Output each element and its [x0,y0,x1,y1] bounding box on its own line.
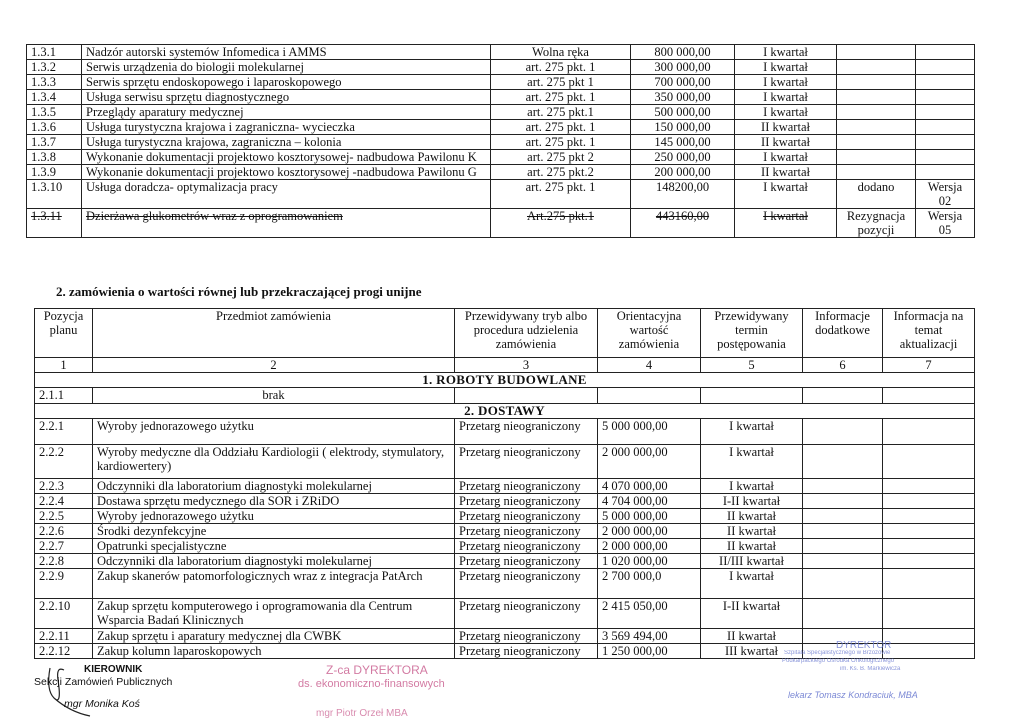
procedure-cell: art. 275 pkt 2 [491,150,631,165]
procedure-cell [455,388,598,404]
position-number: 1.3.11 [27,209,82,238]
subject-cell: Zakup kolumn laparoskopowych [93,644,455,659]
group-title-supplies: 2. DOSTAWY [35,404,975,419]
subject-cell: Odczynniki dla laboratorium diagnostyki molekularnej [93,554,455,569]
update-cell [883,539,975,554]
position-number: 1.3.10 [27,180,82,209]
subject-cell: Usługa turystyczna krajowa i zagraniczna- wycieczka [82,120,491,135]
procedure-cell: art. 275 pkt 1 [491,75,631,90]
procedure-cell: Przetarg nieograniczony [455,494,598,509]
term-cell: II kwartał [701,509,803,524]
header-term: Przewidywany termin postępowania [701,309,803,358]
subject-cell: Serwis urządzenia do biologii molekularnej [82,60,491,75]
info-cell [803,445,883,479]
value-cell: 443160,00 [631,209,735,238]
subject-cell: brak [93,388,455,404]
table-row [35,388,975,404]
procedure-cell: Przetarg nieograniczony [455,539,598,554]
subject-cell: Wykonanie dokumentacji projektowo kosztorysowej -nadbudowa Pawilonu G [82,165,491,180]
value-cell: 5 000 000,00 [598,509,701,524]
procedure-cell: Przetarg nieograniczony [455,644,598,659]
value-cell: 500 000,00 [631,105,735,120]
table-row [35,419,975,445]
info-cell: Rezygnacja pozycji [837,209,916,238]
term-cell: II kwartał [701,524,803,539]
table-row-withdrawn [27,209,975,238]
position-number: 2.2.1 [35,419,93,445]
subject-cell: Zakup sprzętu komputerowego i oprogramowania dla Centrum Wsparcia Badań Klinicznych [93,599,455,629]
procedure-cell: art. 275 pkt. 1 [491,120,631,135]
header-procedure: Przewidywany tryb albo procedura udzielenia zamówienia [455,309,598,358]
value-cell: 5 000 000,00 [598,419,701,445]
term-cell: I-II kwartał [701,599,803,629]
subject-cell: Usługa serwisu sprzętu diagnostycznego [82,90,491,105]
term-cell: II kwartał [701,629,803,644]
column-number: 2 [93,358,455,373]
value-cell: 1 020 000,00 [598,554,701,569]
subject-cell: Wyroby medyczne dla Oddziału Kardiologii ( elektrody, stymulatory, kardiowertery) [93,445,455,479]
update-cell [916,165,975,180]
subject-cell: Opatrunki specjalistyczne [93,539,455,554]
position-number: 2.1.1 [35,388,93,404]
position-number: 2.2.10 [35,599,93,629]
column-number: 5 [701,358,803,373]
info-cell: dodano [837,180,916,209]
info-cell [803,539,883,554]
update-cell [916,60,975,75]
stamp-right-line3: im. Ks. B. Markiewicza [840,666,901,672]
continuation-table [26,44,975,238]
procedure-cell: Przetarg nieograniczony [455,524,598,539]
eu-threshold-table [34,308,975,659]
position-number: 2.2.6 [35,524,93,539]
table-row [27,45,975,60]
stamp-right-title: DYREKTOR [836,640,892,651]
term-cell: I kwartał [735,90,837,105]
value-cell: 2 000 000,00 [598,539,701,554]
value-cell: 150 000,00 [631,120,735,135]
value-cell: 250 000,00 [631,150,735,165]
column-number: 7 [883,358,975,373]
info-cell [837,135,916,150]
position-number: 2.2.4 [35,494,93,509]
update-cell [883,629,975,644]
update-cell [916,150,975,165]
term-cell: I kwartał [735,105,837,120]
update-cell [883,569,975,599]
procedure-cell: Przetarg nieograniczony [455,509,598,524]
info-cell [803,569,883,599]
position-number: 2.2.3 [35,479,93,494]
value-cell: 200 000,00 [631,165,735,180]
position-number: 1.3.1 [27,45,82,60]
subject-cell: Wyroby jednorazowego użytku [93,419,455,445]
update-cell [883,388,975,404]
value-cell: 1 250 000,00 [598,644,701,659]
value-cell: 350 000,00 [631,90,735,105]
position-number: 2.2.5 [35,509,93,524]
subject-cell: Dostawa sprzętu medycznego dla SOR i ZRiDO [93,494,455,509]
value-cell: 300 000,00 [631,60,735,75]
subject-cell: Wykonanie dokumentacji projektowo kosztorysowej- nadbudowa Pawilonu K [82,150,491,165]
info-cell [837,105,916,120]
subject-cell: Usługa turystyczna krajowa, zagraniczna – kolonia [82,135,491,150]
table-row [27,135,975,150]
signature-left-role: KIEROWNIK [84,664,143,675]
table-row [35,494,975,509]
subject-cell: Zakup sprzętu i aparatury medycznej dla CWBK [93,629,455,644]
term-cell [701,388,803,404]
value-cell: 148200,00 [631,180,735,209]
position-number: 2.2.2 [35,445,93,479]
term-cell: II kwartał [735,165,837,180]
position-number: 1.3.5 [27,105,82,120]
position-number: 2.2.11 [35,629,93,644]
info-cell [803,388,883,404]
term-cell: I kwartał [735,45,837,60]
update-cell [916,120,975,135]
term-cell: I kwartał [735,180,837,209]
update-cell [883,494,975,509]
subject-cell: Usługa doradcza- optymalizacja pracy [82,180,491,209]
procedure-cell: Przetarg nieograniczony [455,479,598,494]
header-subject: Przedmiot zamówienia [93,309,455,358]
value-cell: 4 070 000,00 [598,479,701,494]
value-cell [598,388,701,404]
subject-cell: Zakup skanerów patomorfologicznych wraz z integracja PatArch [93,569,455,599]
procedure-cell: Przetarg nieograniczony [455,599,598,629]
update-cell [916,135,975,150]
procedure-cell: Przetarg nieograniczony [455,629,598,644]
term-cell: I kwartał [701,479,803,494]
value-cell: 2 700 000,0 [598,569,701,599]
update-cell [883,479,975,494]
info-cell [837,75,916,90]
value-cell: 700 000,00 [631,75,735,90]
stamp-middle-title: Z-ca DYREKTORA [326,663,428,677]
term-cell: I kwartał [735,209,837,238]
subject-cell: Nadzór autorski systemów Infomedica i AMMS [82,45,491,60]
update-cell [916,75,975,90]
subject-cell: Dzierżawa glukometrów wraz z oprogramowaniem [82,209,491,238]
info-cell [837,90,916,105]
position-number: 1.3.9 [27,165,82,180]
position-number: 1.3.6 [27,120,82,135]
table-row [27,120,975,135]
stamp-right-line1: Szpitala Specjalistycznego w Brzozowie [784,650,891,656]
table-row [27,60,975,75]
info-cell [803,479,883,494]
term-cell: I kwartał [735,150,837,165]
info-cell [837,60,916,75]
subject-cell: Wyroby jednorazowego użytku [93,509,455,524]
table-row [35,599,975,629]
table-row [27,150,975,165]
info-cell [803,494,883,509]
info-cell [803,509,883,524]
update-cell [883,419,975,445]
procedure-cell: art. 275 pkt. 1 [491,180,631,209]
table-row [35,554,975,569]
term-cell: I kwartał [701,419,803,445]
stamp-right-line2: Podkarpackiego Ośrodka Onkologicznego [782,658,895,664]
update-cell: Wersja 02 [916,180,975,209]
position-number: 2.2.7 [35,539,93,554]
table-row [35,509,975,524]
table-row [35,445,975,479]
signature-left-name: mgr Monika Koś [64,698,140,710]
term-cell: I kwartał [701,445,803,479]
value-cell: 2 000 000,00 [598,524,701,539]
info-cell [837,45,916,60]
column-number: 4 [598,358,701,373]
term-cell: II kwartał [735,135,837,150]
term-cell: I kwartał [735,75,837,90]
position-number: 1.3.3 [27,75,82,90]
procedure-cell: art. 275 pkt.2 [491,165,631,180]
group-header-row [35,373,975,388]
procedure-cell: Przetarg nieograniczony [455,554,598,569]
table-row [27,90,975,105]
term-cell: II kwartał [735,120,837,135]
subject-cell: Odczynniki dla laboratorium diagnostyki molekularnej [93,479,455,494]
table-row [27,105,975,120]
term-cell: I kwartał [701,569,803,599]
term-cell: I kwartał [735,60,837,75]
info-cell [837,150,916,165]
value-cell: 145 000,00 [631,135,735,150]
column-number: 6 [803,358,883,373]
procedure-cell: art. 275 pkt. 1 [491,90,631,105]
procedure-cell: Art.275 pkt.1 [491,209,631,238]
continuation-table-body [27,45,975,238]
info-cell [837,165,916,180]
position-number: 2.2.9 [35,569,93,599]
table-row [27,75,975,90]
term-cell: I-II kwartał [701,494,803,509]
update-cell [883,524,975,539]
procedure-cell: art. 275 pkt.1 [491,105,631,120]
value-cell: 3 569 494,00 [598,629,701,644]
term-cell: II kwartał [701,539,803,554]
procedure-cell: Przetarg nieograniczony [455,419,598,445]
update-cell [916,90,975,105]
update-cell [883,445,975,479]
value-cell: 2 000 000,00 [598,445,701,479]
update-cell [883,599,975,629]
term-cell: III kwartał [701,644,803,659]
table-row [27,165,975,180]
procedure-cell: Przetarg nieograniczony [455,445,598,479]
info-cell [803,524,883,539]
header-info: Informacje dodatkowe [803,309,883,358]
column-number: 1 [35,358,93,373]
update-cell [916,45,975,60]
table-row [35,569,975,599]
column-number-row [35,358,975,373]
position-number: 1.3.8 [27,150,82,165]
value-cell: 4 704 000,00 [598,494,701,509]
subject-cell: Środki dezynfekcyjne [93,524,455,539]
header-position: Pozycja planu [35,309,93,358]
group-title-construction: 1. ROBOTY BUDOWLANE [35,373,975,388]
stamp-middle-name: mgr Piotr Orzeł MBA [316,708,408,719]
header-update: Informacja na temat aktualizacji [883,309,975,358]
info-cell [803,419,883,445]
group-header-row [35,404,975,419]
procedure-cell: art. 275 pkt. 1 [491,135,631,150]
term-cell: II/III kwartał [701,554,803,569]
table-row [35,539,975,554]
header-row [35,309,975,358]
signature-left-unit: Sekcji Zamówień Publicznych [34,676,173,688]
table-row [35,524,975,539]
position-number: 1.3.2 [27,60,82,75]
section-2-title: 2. zamówienia o wartości równej lub przekraczającej progi unijne [56,284,422,299]
value-cell: 2 415 050,00 [598,599,701,629]
position-number: 2.2.8 [35,554,93,569]
table-row [35,629,975,644]
value-cell: 800 000,00 [631,45,735,60]
subject-cell: Przeglądy aparatury medycznej [82,105,491,120]
update-cell [883,644,975,659]
update-cell [916,105,975,120]
subject-cell: Serwis sprzętu endoskopowego i laparoskopowego [82,75,491,90]
stamp-right-name: lekarz Tomasz Kondraciuk, MBA [788,690,918,700]
update-cell [883,509,975,524]
update-cell [883,554,975,569]
procedure-cell: art. 275 pkt. 1 [491,60,631,75]
table-row [35,479,975,494]
procedure-cell: Przetarg nieograniczony [455,569,598,599]
header-value: Orientacyjna wartość zamówienia [598,309,701,358]
update-cell: Wersja 05 [916,209,975,238]
info-cell [837,120,916,135]
info-cell [803,599,883,629]
procedure-cell: Wolna ręka [491,45,631,60]
column-number: 3 [455,358,598,373]
position-number: 1.3.7 [27,135,82,150]
position-number: 2.2.12 [35,644,93,659]
table-row [27,180,975,209]
stamp-middle-unit: ds. ekonomiczno-finansowych [298,678,445,690]
info-cell [803,554,883,569]
position-number: 1.3.4 [27,90,82,105]
